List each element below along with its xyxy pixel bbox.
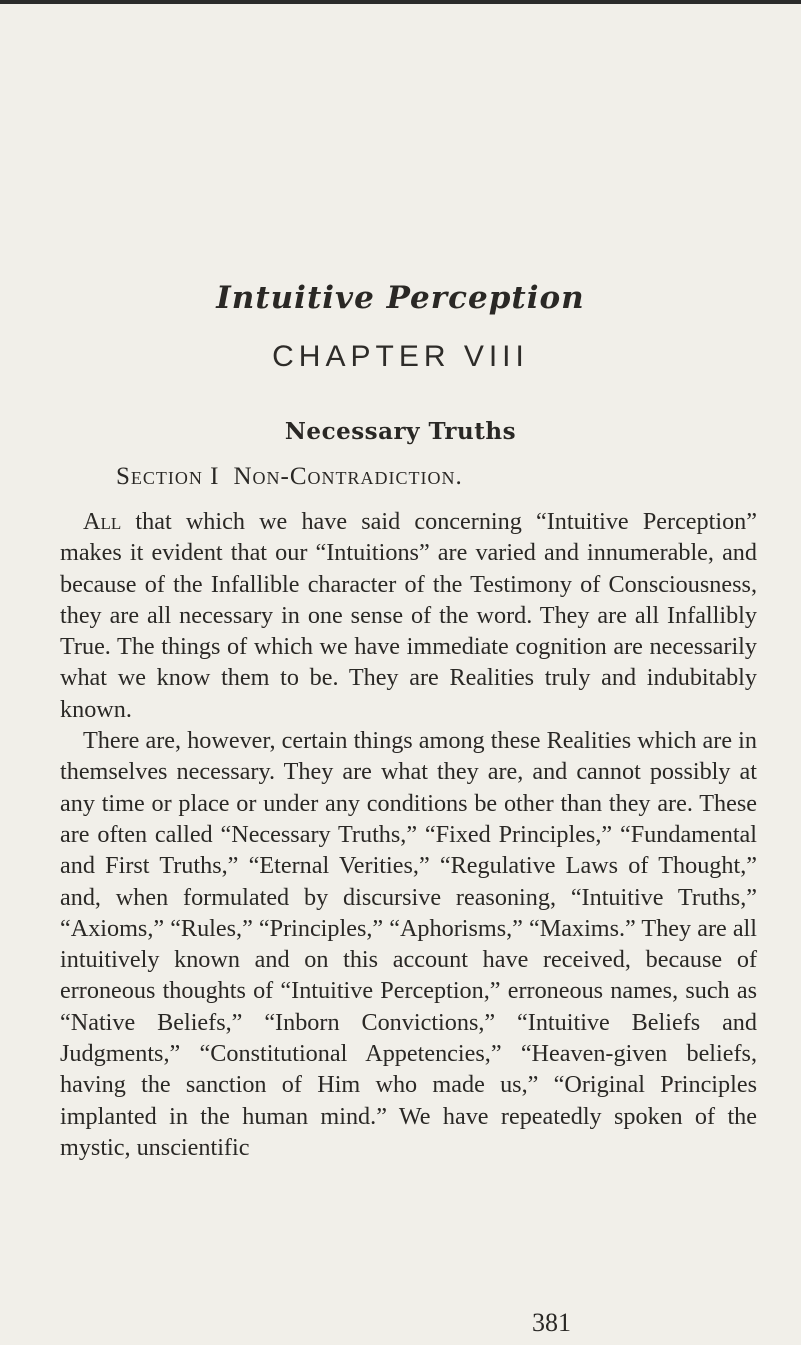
- paragraph-1-lead: All: [83, 508, 122, 535]
- top-rule: [0, 0, 801, 4]
- page-number: 381: [532, 1308, 571, 1337]
- paragraph-2-text: There are, however, certain things among these Realities which are in themselves necessary. They are what they are, and cannot possibly at any time or place or under any conditions be other than they are. These are often called “Necessary Truths,” “Fixed Principles,” “Fundamental and First Truths,” “Eternal Verities,” “Regulative Laws of Thought,” and, when formulated by discursive reasoning, “Intuitive Truths,” “Axioms,” “Rules,” “Principles,” “Aphorisms,” “Maxims.” They are all intuitively known and on this account have received, because of erroneous thoughts of “Intuitive Perception,” erroneous names, such as “Native Beliefs,” “Inborn Convictions,” “Intuitive Beliefs and Judgments,” “Constitutional Appetencies,” “Heaven-given beliefs, having the sanction of Him who made us,” “Original Principles implanted in the human mind.” We have repeatedly spoken of the mystic, unscientific: [60, 727, 757, 1161]
- running-title: Intuitive Perception: [216, 280, 585, 316]
- section-label: Section I: [116, 463, 220, 490]
- section-title: Non-Contradiction.: [233, 463, 463, 490]
- paragraph-1: [60, 506, 757, 725]
- paragraph-2: [60, 725, 757, 1163]
- chapter-subtitle: Necessary Truths: [284, 418, 517, 445]
- section-heading: [116, 463, 463, 491]
- body-text: [60, 506, 757, 1163]
- paragraph-1-text: that which we have said concerning “Intuitive Perception” makes it evident that our “Intuitions” are varied and innumerable, and because of the Infallible character of the Testimony of Consciousness, they are all necessary in one sense of the word. They are all Infallibly True. The things of which we have immediate cognition are necessarily what we know them to be. They are Realities truly and indubitably known.: [60, 508, 757, 723]
- chapter-heading: CHAPTER VIII: [272, 340, 529, 373]
